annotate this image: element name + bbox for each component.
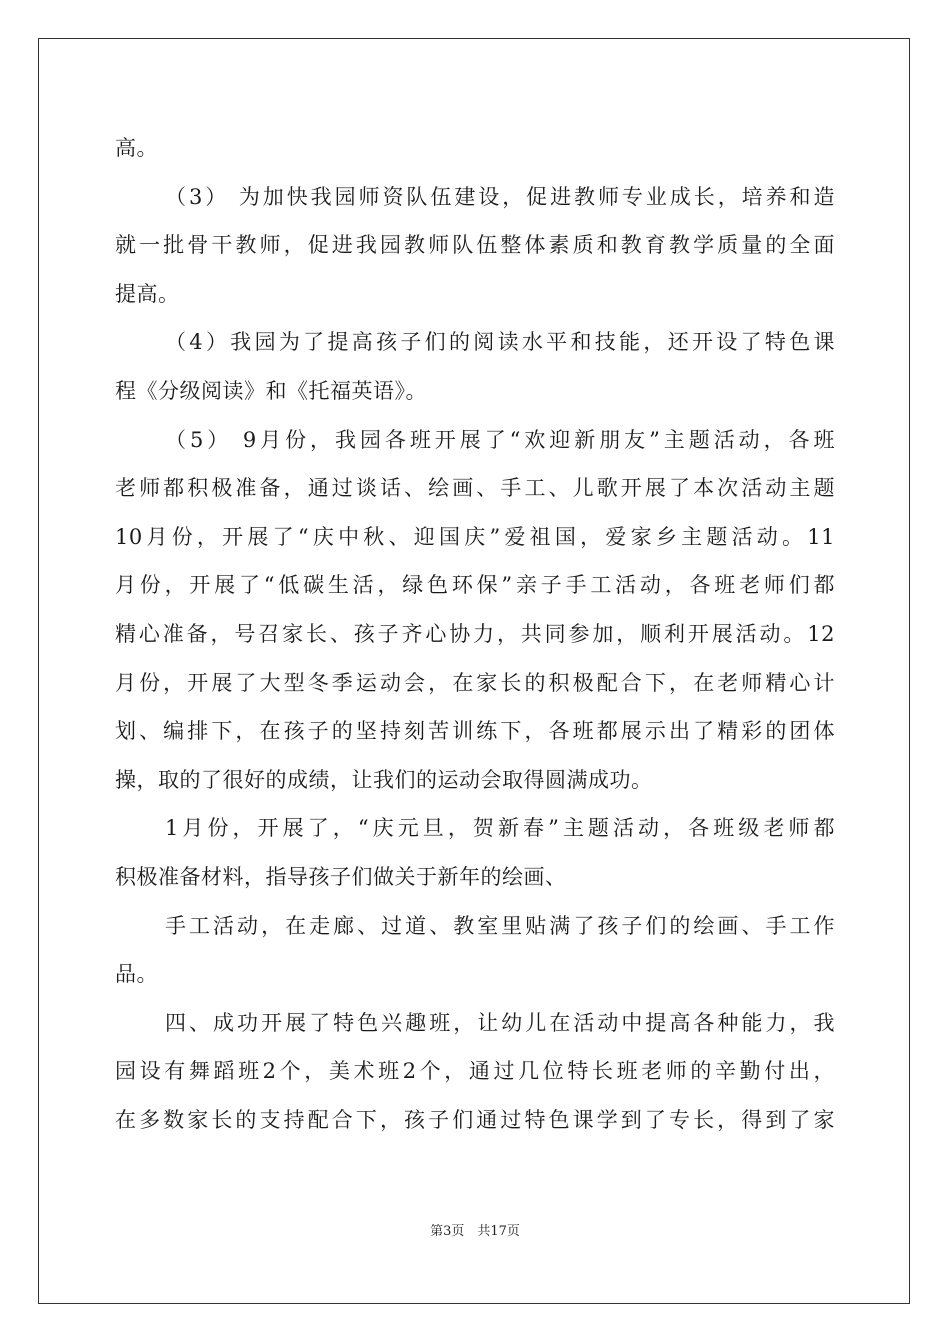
text-line: 操，取的了很好的成绩，让我们的运动会取得圆满成功。 <box>115 767 653 792</box>
text-line: （3） 为加快我园师资队伍建设，促进教师专业成长，培养和造 <box>165 184 835 209</box>
text-line: 高。 <box>115 136 158 160</box>
text-line: 精心准备，号召家长、孩子齐心协力，共同参加，顺利开展活动。12 <box>115 621 835 646</box>
text-line: 手工活动，在走廊、过道、教室里贴满了孩子们的绘画、手工作 <box>165 913 835 938</box>
text-line: 月份，开展了“低碳生活，绿色环保”亲子手工活动，各班老师们都 <box>115 573 835 598</box>
page-number: 第3页 共17页 <box>430 1224 520 1239</box>
text-line: 就一批骨干教师，促进我园教师队伍整体素质和教育教学质量的全面 <box>115 233 835 258</box>
text-line: 划、编排下，在孩子的坚持刻苦训练下，各班都展示出了精彩的团体 <box>115 719 835 744</box>
text-line: 园设有舞蹈班2个，美术班2个，通过几位特长班老师的辛勤付出， <box>115 1059 835 1084</box>
text-line: 10月份，开展了“庆中秋、迎国庆”爱祖国，爱家乡主题活动。11 <box>115 524 835 549</box>
text-line: 月份，开展了大型冬季运动会，在家长的积极配合下，在老师精心计 <box>115 670 835 695</box>
text-line: 积极准备材料，指导孩子们做关于新年的绘画、 <box>115 864 567 889</box>
text-line: 1月份，开展了，“庆元旦，贺新春”主题活动，各班级老师都 <box>165 816 835 841</box>
text-line: 提高。 <box>115 281 180 306</box>
text-line: （4）我园为了提高孩子们的阅读水平和技能，还开设了特色课 <box>165 330 835 355</box>
text-line: 四、成功开展了特色兴趣班，让幼儿在活动中提高各种能力，我 <box>165 1010 835 1035</box>
text-line: 老师都积极准备，通过谈话、绘画、手工、儿歌开展了本次活动主题 <box>115 476 835 501</box>
text-line: 在多数家长的支持配合下，孩子们通过特色课学到了专长，得到了家 <box>115 1107 835 1132</box>
document-body <box>115 124 835 1144</box>
text-line: 品。 <box>115 962 158 987</box>
text-line: （5） 9月份，我园各班开展了“欢迎新朋友”主题活动，各班 <box>165 427 835 452</box>
text-line: 程《分级阅读》和《托福英语》。 <box>115 378 427 403</box>
